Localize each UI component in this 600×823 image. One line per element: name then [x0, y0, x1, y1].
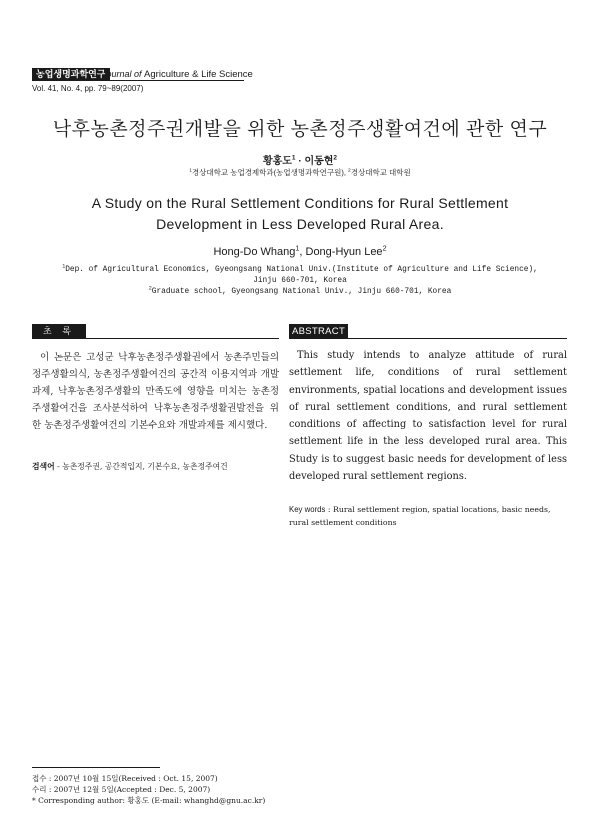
paper-title-english	[0, 193, 600, 235]
english-abstract-heading: ABSTRACT	[289, 324, 348, 339]
author-2-en-mark: 2	[382, 244, 387, 253]
accepted-date: 수리 : 2007년 12월 5일(Accepted : Dec. 5, 2007)	[32, 785, 211, 794]
corresponding-author: * Corresponding author: 황홍도 (E-mail: whanghd@gnu.ac.kr)	[32, 796, 266, 805]
authors-english	[0, 246, 600, 258]
english-abstract-body: This study intends to analyze attitude of rural settlement life, conditions of rural settlement environments, spatial locations and development issues of rural settlement conditions, and rural settlement conditions of affecting to satisfaction level for rural settlement life in the less developed rural area. This Study is to suggest basic needs for development of less developed rural settlement regions.	[289, 350, 567, 483]
author-1-en-mark: 1	[295, 244, 300, 253]
affiliations-korean	[0, 167, 600, 178]
author-separator-en: ,	[299, 246, 306, 258]
affil-1-ko: 경상대학교 농업경제학과(농업생명과학연구원),	[191, 168, 349, 177]
korean-keywords-label: 검색어	[32, 462, 55, 471]
journal-en-prefix: Journal of	[102, 69, 142, 79]
affil-2-en: Graduate school, Gyeongsang National Univ., Jinju 660-701, Korea	[151, 288, 452, 296]
journal-en-title: Agriculture & Life Science	[144, 69, 253, 80]
affiliations-english	[0, 265, 600, 298]
affil-en-line-3	[0, 287, 600, 298]
footnotes	[32, 773, 265, 806]
affil-1-en-mark: 1	[62, 263, 66, 270]
title-en-line-1: A Study on the Rural Settlement Conditions for Rural Settlement	[91, 195, 509, 211]
header-divider	[32, 80, 244, 81]
paper-title-korean: 낙후농촌정주권개발을 위한 농촌정주생활여건에 관한 연구	[52, 119, 548, 140]
volume-info: Vol. 41, No. 4, pp. 79~89(2007)	[32, 84, 144, 93]
footnote-divider	[32, 767, 160, 768]
korean-abstract-heading: 초 록	[32, 324, 86, 339]
affil-2-en-mark: 2	[148, 285, 152, 292]
affil-en-line-2: Jinju 660-701, Korea	[253, 277, 347, 285]
english-keywords-label: Key words	[289, 505, 326, 514]
english-keywords	[289, 503, 567, 529]
author-separator-ko: ·	[295, 156, 305, 167]
received-date: 접수 : 2007년 10월 15일(Received : Oct. 15, 2007)	[32, 774, 218, 783]
affil-2-ko-mark: 2	[348, 168, 351, 174]
author-2-en: Dong-Hyun Lee	[305, 246, 383, 258]
title-en-line-2: Development in Less Developed Rural Area.	[156, 216, 444, 232]
author-2-ko-mark: 2	[333, 154, 338, 162]
korean-abstract-body: 이 논문은 고성군 낙후농촌정주생활권에서 농촌주민들의 정주생활의식, 농촌정주생활여건의 공간적 이용지역과 개발과제, 낙후농촌정주생활의 만족도에 영향을 미치는 농촌정주생활여건을 조사분석하여 낙후농촌정주생활권발전을 위한 농촌정주생활여건의 기본수요와 개발과제를 제시했다.	[32, 352, 279, 431]
author-2-ko: 이동현	[304, 156, 334, 167]
english-keywords-text: : Rural settlement region, spatial locations, basic needs, rural settlement conditions	[289, 505, 551, 527]
authors-korean	[0, 152, 600, 167]
author-1-en: Hong-Do Whang	[213, 246, 296, 258]
author-1-ko: 황홍도	[262, 156, 292, 167]
korean-abstract-rule	[86, 338, 279, 339]
affil-en-line-1	[0, 265, 600, 276]
english-abstract-rule	[345, 338, 567, 339]
affil-2-ko: 경상대학교 대학원	[350, 168, 411, 177]
author-1-ko-mark: 1	[291, 154, 296, 162]
journal-korean-name: 농업생명과학연구	[32, 68, 110, 80]
affil-1-ko-mark: 1	[189, 168, 192, 174]
korean-keywords-text: - 농촌정주권, 공간적입지, 기본수요, 농촌정주여건	[54, 462, 228, 471]
korean-keywords	[32, 461, 279, 472]
affil-1-en: Dep. of Agricultural Economics, Gyeongsang National Univ.(Institute of Agriculture and Life Science),	[65, 266, 538, 274]
